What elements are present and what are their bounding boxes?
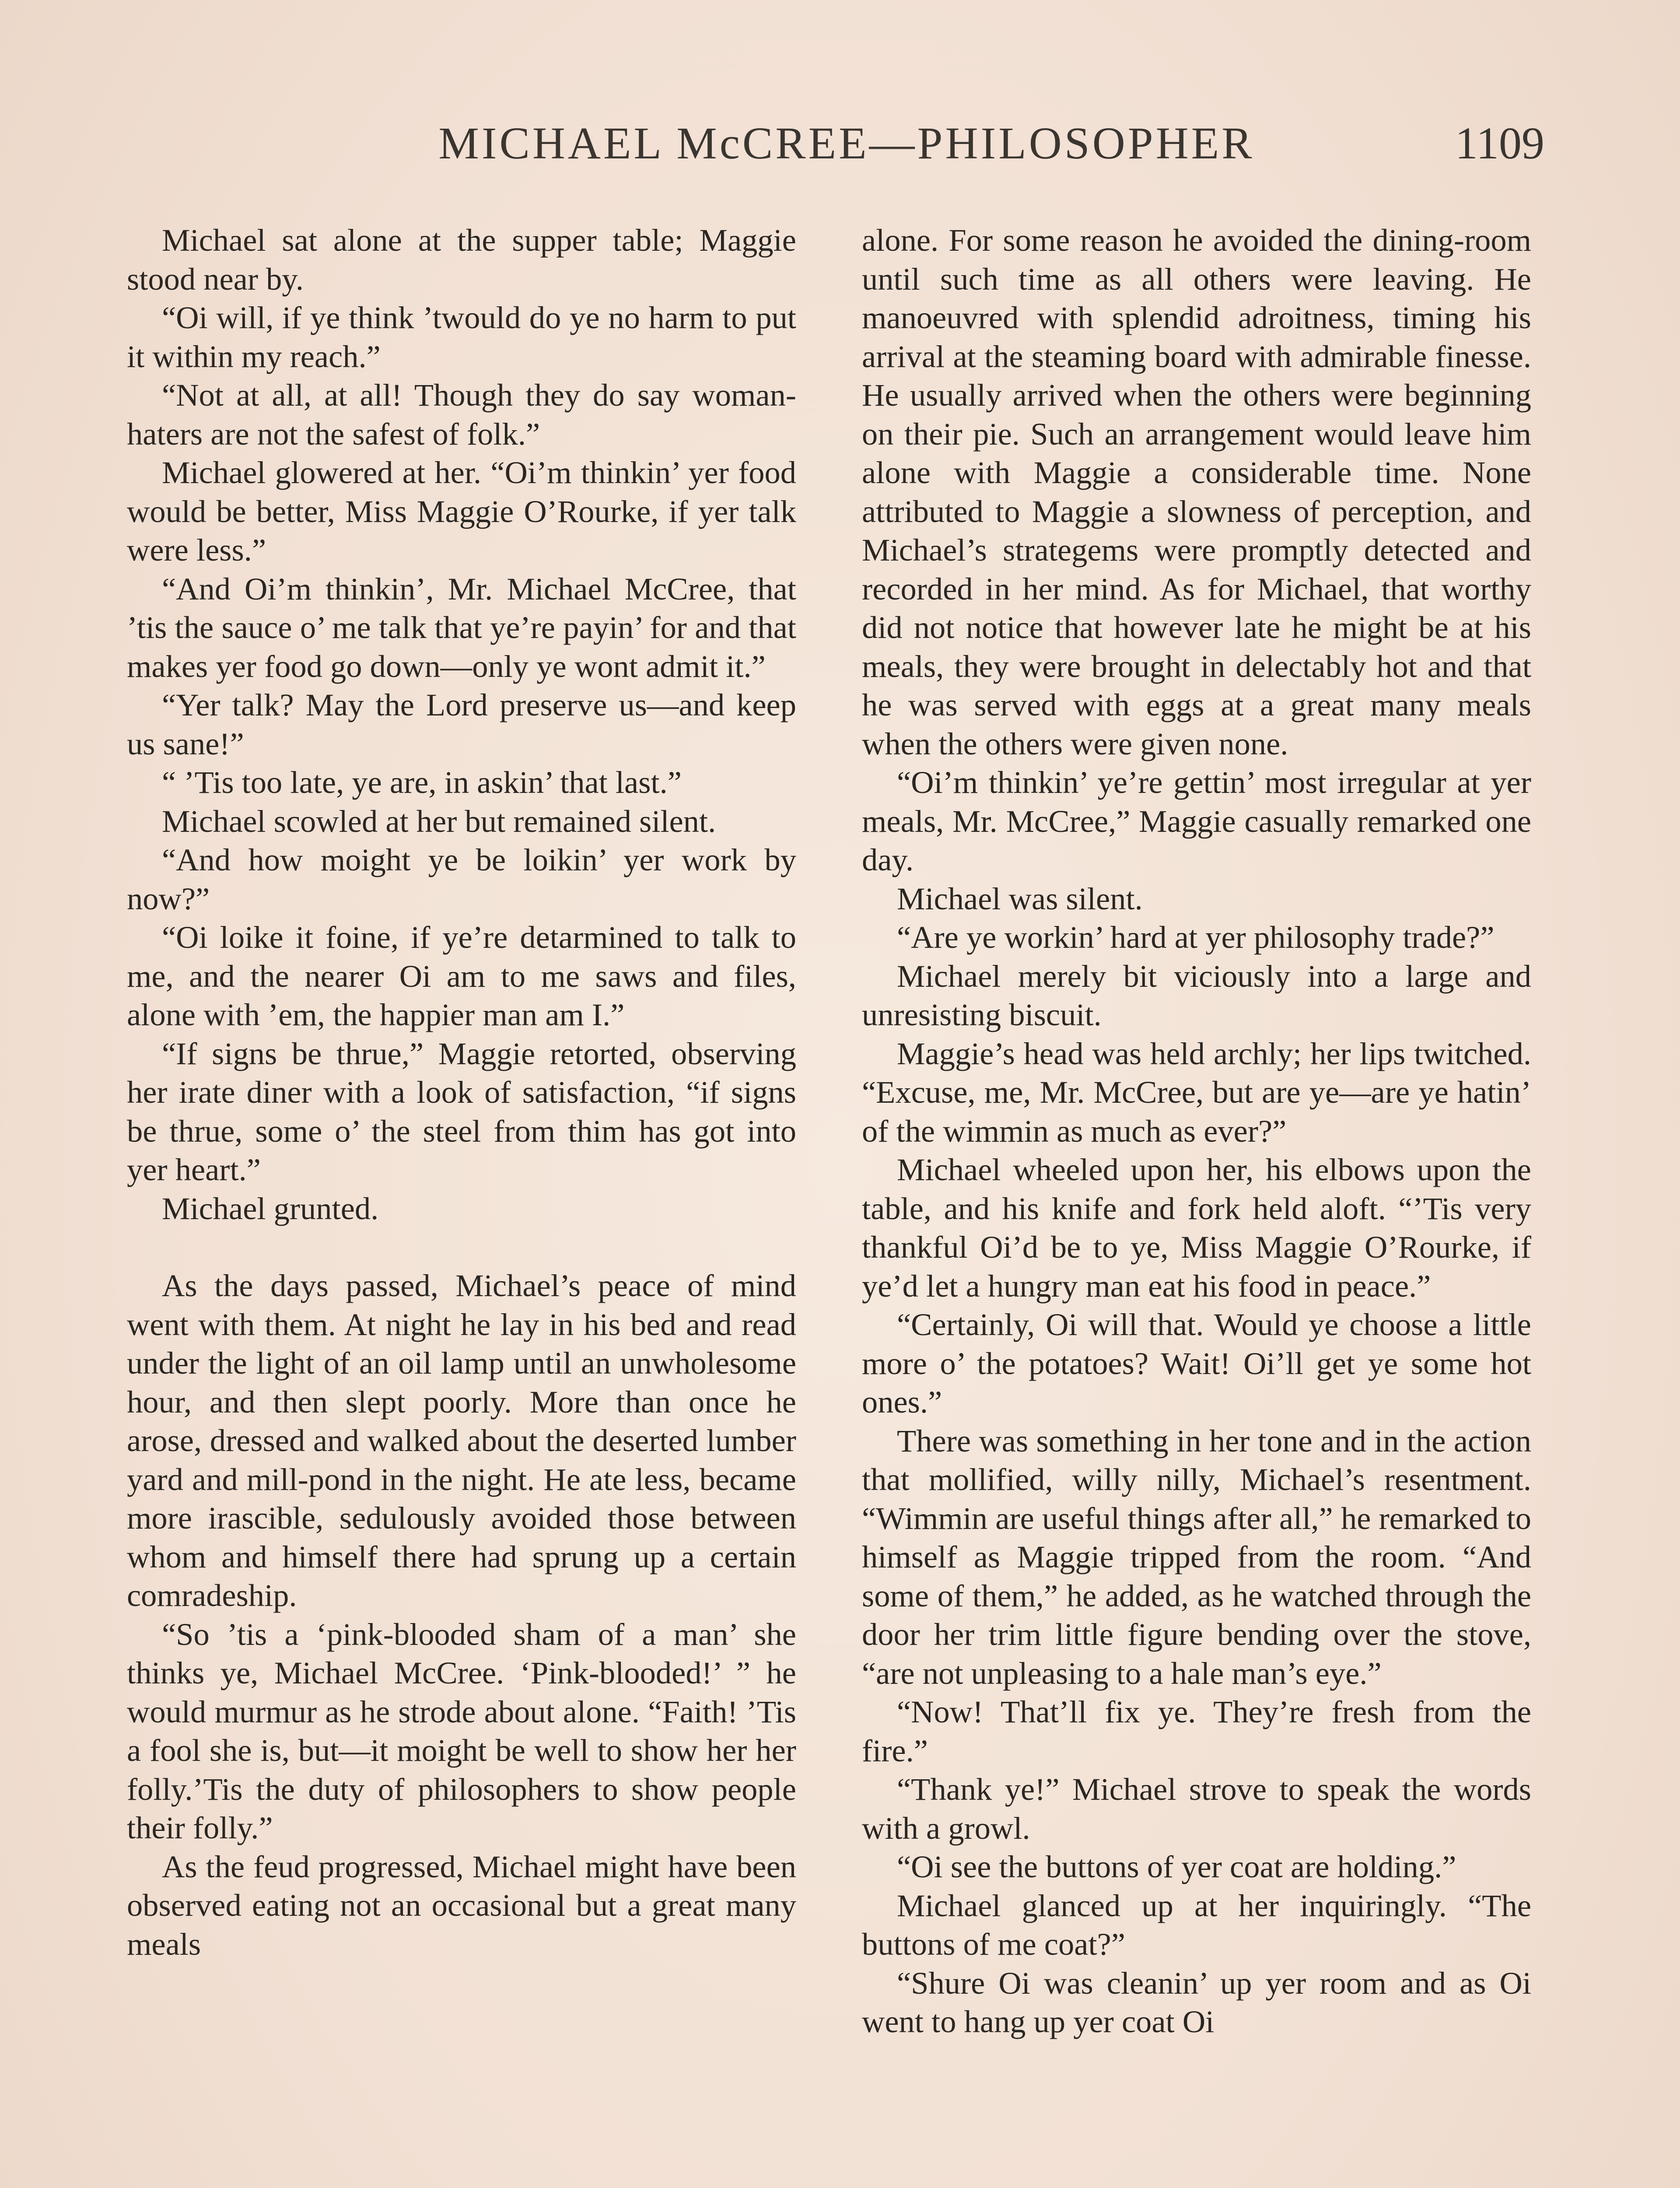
paragraph: As the days passed, Michael’s peace of mind went with them. At night he lay in his bed and read under the light of an oil lamp until an unwholesome hour, and then slept poorly. More than once he arose, dressed and walked about the deserted lumber yard and mill-pond in the night. He ate less, became more irascible, sedulously avoided those between whom and himself there had sprung up a certain comradeship. <box>127 1268 796 1613</box>
paragraph: “Oi see the buttons of yer coat are holding.” <box>897 1849 1456 1884</box>
paragraph: Michael grunted. <box>162 1190 379 1226</box>
paragraph: Michael sat alone at the supper table; Maggie stood near by. <box>127 222 796 297</box>
paragraph: Maggie’s head was held archly; her lips twitched. “Excuse, me, Mr. McCree, but are ye—are ye hatin’ of the wimmin as much as ever?” <box>862 1035 1531 1149</box>
paragraph: “Oi loike it foine, if ye’re detarmined to talk to me, and the nearer Oi am to me saws and files, alone with ’em, the happier man am I.” <box>127 919 796 1032</box>
paragraph: “Yer talk? May the Lord preserve us—and keep us sane!” <box>127 687 796 761</box>
paragraph: “Oi’m thinkin’ ye’re gettin’ most irregular at yer meals, Mr. McCree,” Maggie casually remarked one day. <box>862 764 1531 877</box>
paragraph: Michael scowled at her but remained silent. <box>162 803 716 839</box>
paragraph: “So ’tis a ‘pink-blooded sham of a man’ she thinks ye, Michael McCree. ‘Pink-blooded!’ ” he would murmur as he strode about alone. “Faith! ’Tis a fool she is, but—it moight be well to show her her folly.’Tis the duty of philosophers to show people their folly.” <box>127 1616 796 1845</box>
paragraph: “Not at all, at all! Though they do say woman-haters are not the safest of folk.” <box>127 377 796 452</box>
paragraph: There was something in her tone and in the action that mollified, willy nilly, Michael’s resentment. “Wimmin are useful things after all,” he remarked to himself as Maggie tripped from the room. “And some of them,” he added, as he watched through the door her trim little figure bending over the stove, “are not unpleasing to a hale man’s eye.” <box>862 1423 1531 1691</box>
page-number: 1109 <box>1455 118 1544 168</box>
paragraph: Michael wheeled upon her, his elbows upon the table, and his knife and fork held aloft. “’Tis very thankful Oi’d be to ye, Miss Maggie O’Rourke, if ye’d let a hungry man eat his food in peace.” <box>862 1152 1531 1304</box>
paragraph: Michael was silent. <box>897 880 1143 916</box>
paragraph: Michael glanced up at her inquiringly. “The buttons of me coat?” <box>862 1887 1531 1962</box>
left-column <box>127 221 796 1964</box>
paragraph: As the feud progressed, Michael might have been observed eating not an occasional but a great many meals <box>127 1848 796 1962</box>
paragraph: “Now! That’ll fix ye. They’re fresh from the fire.” <box>862 1694 1531 1768</box>
section-break <box>127 1228 796 1266</box>
paragraph: “Thank ye!” Michael strove to speak the words with a growl. <box>862 1771 1531 1846</box>
paragraph: Michael merely bit viciously into a large and unresisting biscuit. <box>862 958 1531 1032</box>
paragraph: “Are ye workin’ hard at yer philosophy trade?” <box>897 919 1494 955</box>
paragraph: “And how moight ye be loikin’ yer work by now?” <box>127 842 796 916</box>
paragraph: “Shure Oi was cleanin’ up yer room and as Oi went to hang up yer coat Oi <box>862 1965 1531 2039</box>
continued-paragraph: alone. For some reason he avoided the dining-room until such time as all others were leaving. He manoeuvred with splendid adroitness, timing his arrival at the steaming board with admirable finesse. He usually arrived when the others were beginning on their pie. Such an arrangement would leave him alone with Maggie a considerable time. None attributed to Maggie a slowness of perception, and Michael’s strategems were promptly detected and recorded in her mind. As for Michael, that worthy did not notice that however late he might be at his meals, they were brought in delectably hot and that he was served with eggs at a great many meals when the others were given none. <box>862 222 1531 761</box>
paragraph: Michael glowered at her. “Oi’m thinkin’ yer food would be better, Miss Maggie O’Rourke, if yer talk were less.” <box>127 455 796 568</box>
paragraph: “ ’Tis too late, ye are, in askin’ that last.” <box>162 764 682 800</box>
paragraph: “If signs be thrue,” Maggie retorted, observing her irate diner with a look of satisfaction, “if signs be thrue, some o’ the steel from thim has got into yer heart.” <box>127 1035 796 1187</box>
paragraph: “And Oi’m thinkin’, Mr. Michael McCree, that ’tis the sauce o’ me talk that ye’re payin’ for and that makes yer food go down—only ye wont admit it.” <box>127 571 796 684</box>
right-column <box>862 221 1531 2041</box>
paragraph: “Certainly, Oi will that. Would ye choose a little more o’ the potatoes? Wait! Oi’ll get ye some hot ones.” <box>862 1307 1531 1420</box>
paragraph: “Oi will, if ye think ’twould do ye no harm to put it within my reach.” <box>127 300 796 374</box>
running-title: MICHAEL McCREE—PHILOSOPHER <box>438 118 1255 168</box>
